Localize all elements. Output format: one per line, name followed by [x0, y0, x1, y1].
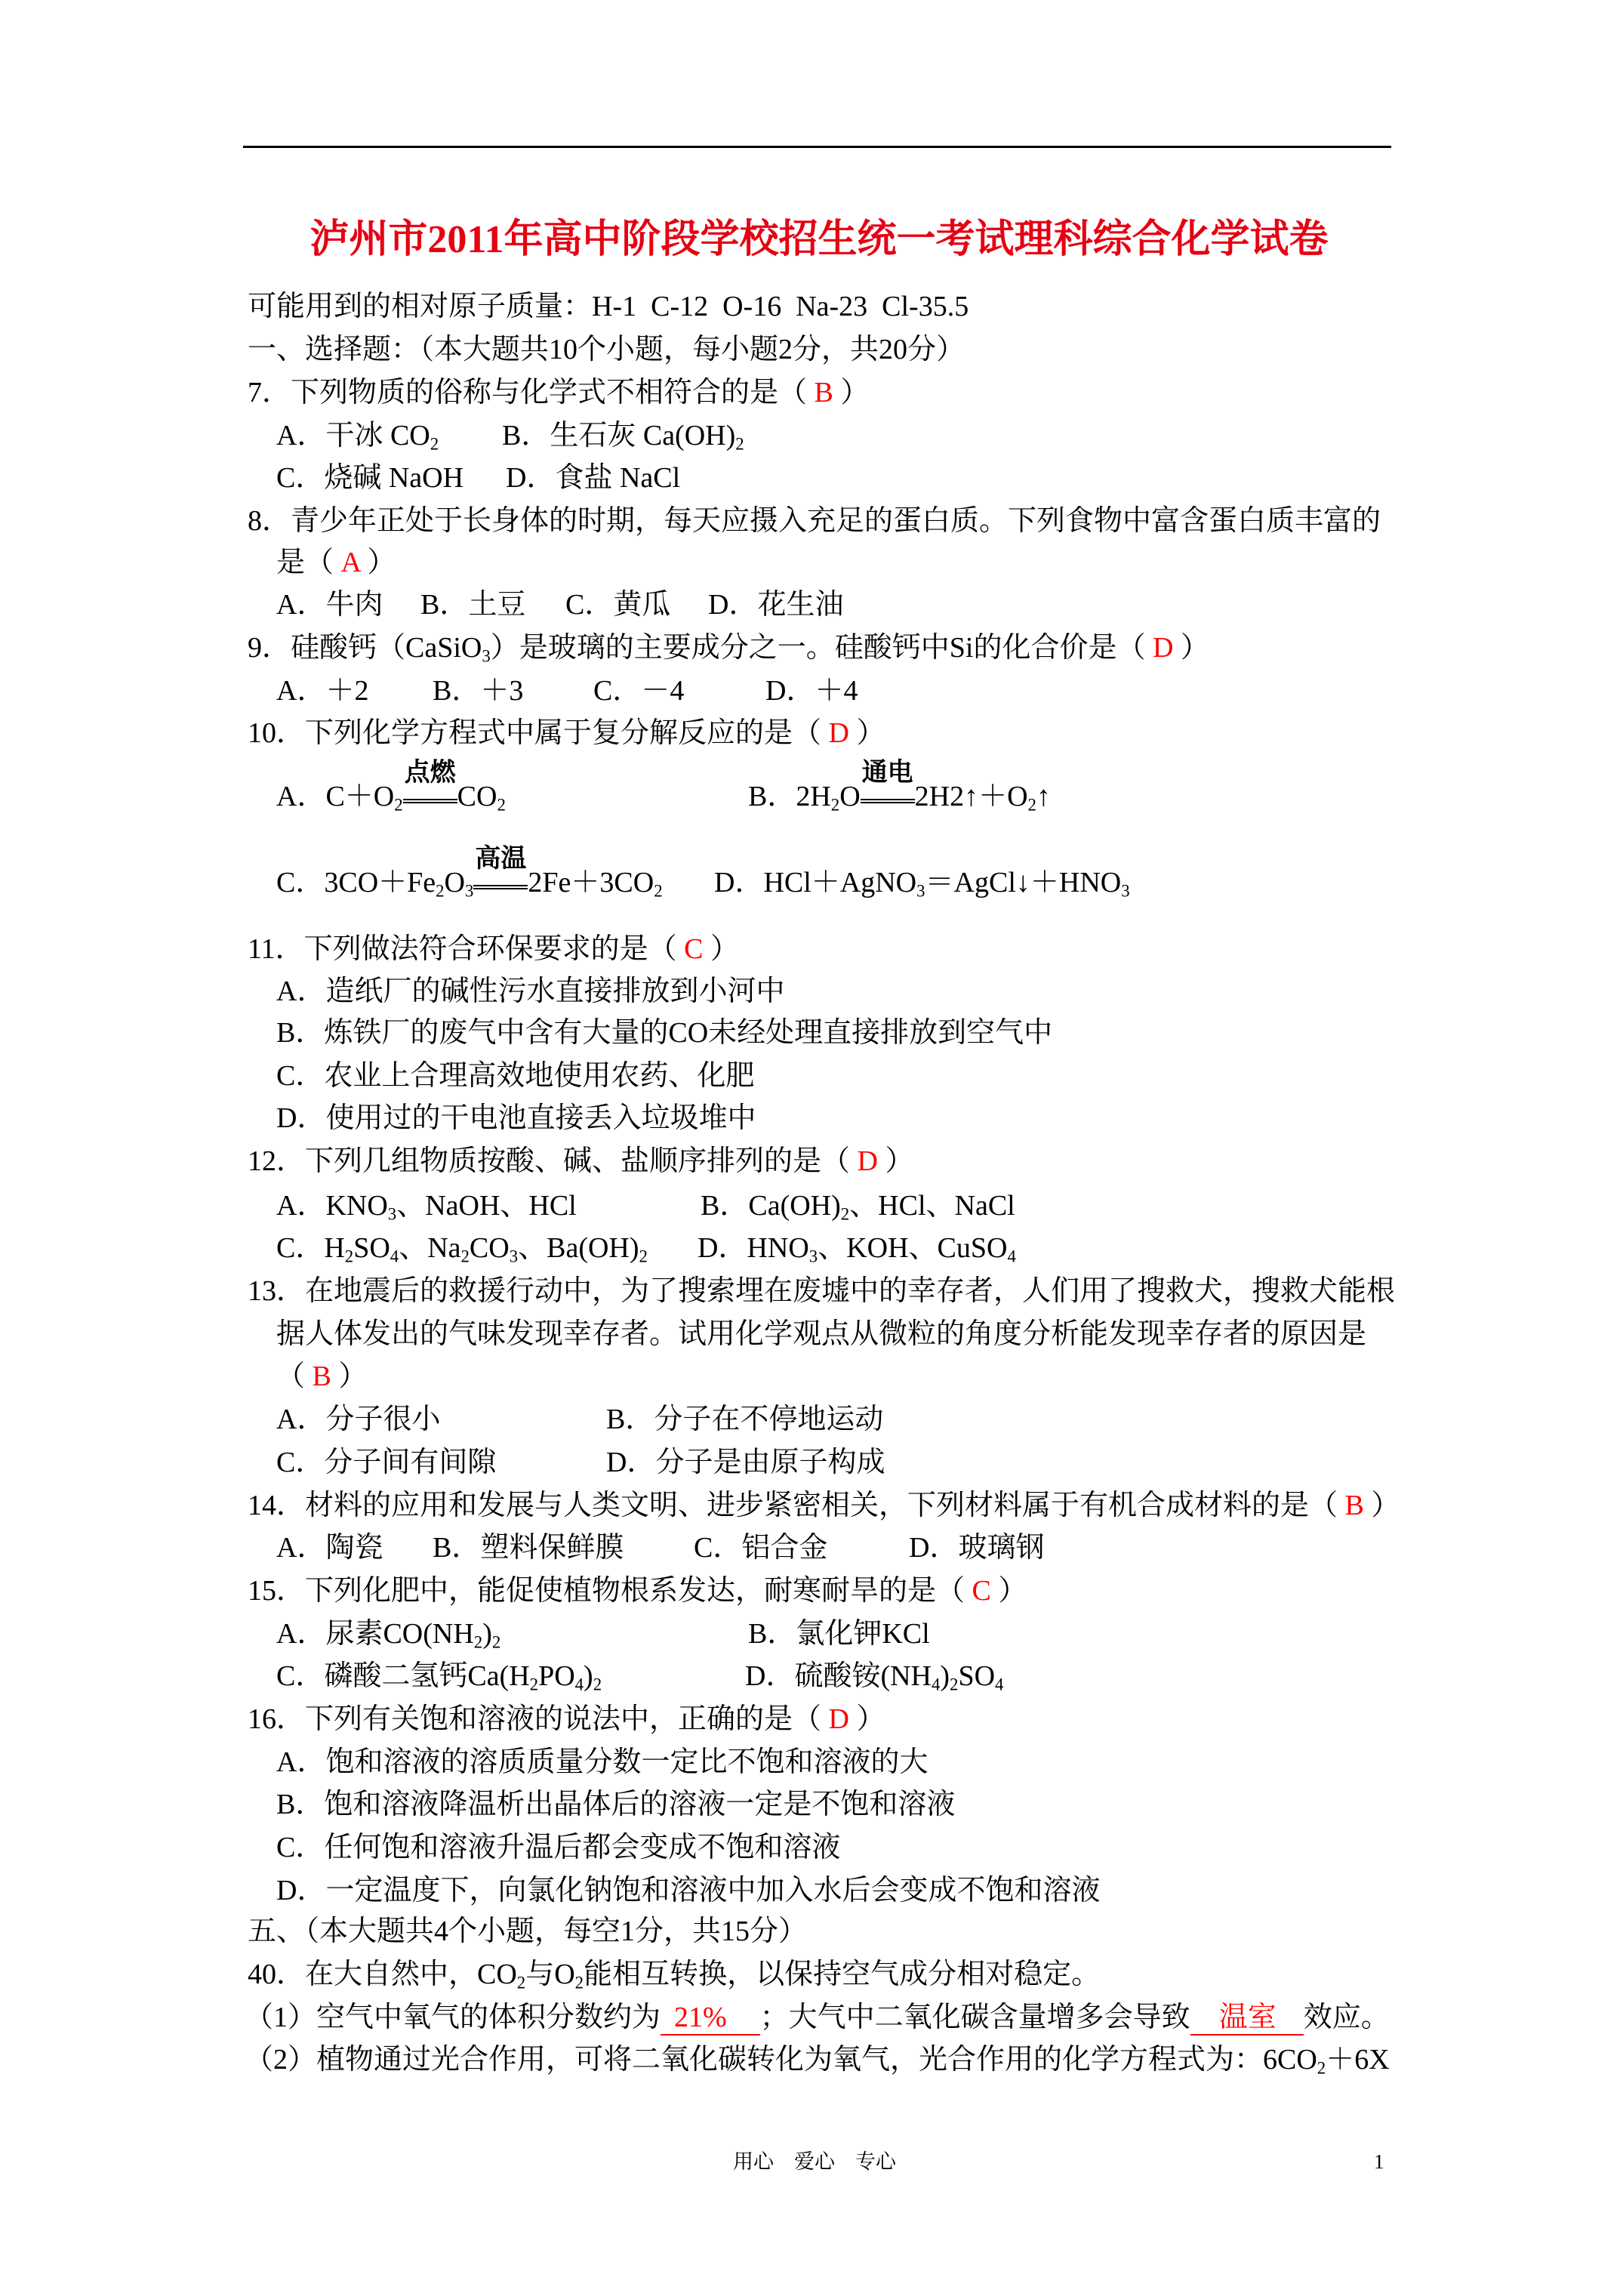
reaction-condition — [473, 845, 528, 904]
option-d — [745, 1655, 1003, 1697]
option-d: D．一定温度下，向氯化钠饱和溶液中加入水后会变成不饱和溶液 — [276, 1875, 1101, 1906]
formula-text: C．磷酸二氢钙Ca(H — [276, 1660, 530, 1692]
formula-text: A．KNO — [276, 1190, 388, 1222]
option-a — [276, 415, 439, 457]
formula-text: 与O — [525, 1959, 575, 1990]
stem-close: ） — [877, 1145, 914, 1177]
reaction-condition — [403, 759, 457, 818]
formula-text: 、NaOH、HCl — [396, 1190, 577, 1222]
subscript: 2 — [460, 1247, 470, 1266]
formula-text: 40．在大自然中，CO — [248, 1959, 517, 1990]
question-40-stem — [248, 1953, 1100, 1996]
option-c: C．铝合金 — [694, 1532, 828, 1564]
exam-title: 泸州市2011年高中阶段学校招生统一考试理科综合化学试卷 — [310, 218, 1329, 261]
stem-text: 7．下列物质的俗称与化学式不相符合的是（ — [248, 377, 815, 408]
question-14-stem — [248, 1484, 1400, 1527]
stem-text: 15．下列化肥中，能促使植物根系发达，耐寒耐旱的是（ — [248, 1575, 972, 1607]
question-16-stem — [248, 1698, 885, 1740]
question-12-options-row-2 — [0, 1227, 1623, 1269]
subscript: 3 — [482, 646, 491, 666]
formula-text: C．H — [276, 1232, 345, 1264]
formula-text: ) — [940, 1660, 950, 1692]
answer-mark: B — [312, 1361, 331, 1392]
option-c: C．分子间有间隙 — [276, 1447, 497, 1478]
question-7-options-row-2 — [0, 457, 1623, 499]
option-c: C．农业上合理高效地使用农药、化肥 — [276, 1060, 755, 1092]
condition-label: 高温 — [475, 845, 527, 873]
question-9-options-row — [0, 670, 1623, 712]
stem-close: ） — [1363, 1490, 1400, 1521]
answer-mark: A — [340, 547, 360, 578]
formula-text: SO — [353, 1232, 390, 1264]
stem-text: 14．材料的应用和发展与人类文明、进步紧密相关，下列材料属于有机合成材料的是（ — [248, 1490, 1345, 1521]
subscript: 3 — [916, 881, 925, 901]
stem-close: ） — [359, 547, 396, 578]
condition-label: 通电 — [861, 759, 913, 787]
option-c: C．黄瓜 — [565, 589, 671, 621]
formula-text: CO — [469, 1232, 510, 1264]
question-13-options-row-1 — [0, 1398, 1623, 1441]
subscript: 2 — [473, 1632, 483, 1652]
option-b: B．＋3 — [433, 675, 524, 707]
answer-mark: D — [857, 1145, 878, 1177]
question-11-stem — [248, 928, 739, 970]
option-d — [698, 1227, 1016, 1269]
formula-text: （2）植物通过光合作用，可将二氧化碳转化为氧气，光合作用的化学方程式为：6CO — [245, 2044, 1317, 2076]
option-b: B．饱和溶液降温析出晶体后的溶液一定是不饱和溶液 — [276, 1789, 956, 1820]
question-10-stem — [248, 712, 885, 754]
subscript: 3 — [387, 1204, 397, 1224]
formula-text: PO — [538, 1660, 575, 1692]
double-line-equals — [473, 885, 528, 889]
question-40-part-2 — [245, 2039, 1390, 2081]
question-8-options-row — [0, 584, 1623, 626]
subscript: 3 — [1121, 881, 1130, 901]
formula-text: ↑ — [1036, 781, 1051, 812]
question-13-stem: 13．在地震后的救援行动中，为了搜索埋在废墟中的幸存者，人们用了搜救犬，搜救犬能根 — [248, 1275, 1396, 1307]
subscript: 2 — [654, 881, 663, 901]
stem-close: ） — [848, 717, 885, 749]
answer-mark: C — [972, 1575, 991, 1607]
formula-text: B．2H — [748, 781, 831, 812]
stem-close: ） — [833, 377, 870, 408]
subscript: 3 — [465, 881, 474, 901]
formula-text: 能相互转换，以保持空气成分相对稳定。 — [584, 1959, 1101, 1990]
option-a-equation — [276, 759, 506, 818]
option-a: A．分子很小 — [276, 1404, 441, 1435]
stem-text: 9．硅酸钙（CaSiO — [248, 632, 482, 664]
formula-text: A．C＋O — [276, 781, 395, 812]
answer-mark: D — [828, 717, 849, 749]
subscript: 2 — [516, 1973, 526, 1992]
part-text: ；大气中二氧化碳含量增多会导致 — [759, 2002, 1190, 2033]
answer-mark: D — [828, 1703, 849, 1735]
question-8-stem: 8．青少年正处于长身体的时期，每天应摄入充足的蛋白质。下列食物中富含蛋白质丰富的 — [248, 505, 1381, 537]
stem-close: ） — [331, 1361, 368, 1392]
option-b: B．氯化钾KCl — [748, 1618, 930, 1650]
option-c-equation — [276, 845, 663, 904]
question-13-answer-line — [276, 1355, 367, 1398]
option-d-equation — [714, 861, 1130, 904]
formula-text: O — [444, 867, 465, 898]
formula-text: B．Ca(OH) — [701, 1190, 841, 1222]
formula-text: D．HNO — [698, 1232, 809, 1264]
subscript: 4 — [995, 1675, 1004, 1694]
option-a — [276, 1613, 500, 1655]
question-9-stem — [248, 627, 1209, 669]
option-b-equation — [748, 759, 1051, 818]
stem-text: 12．下列几组物质按酸、碱、盐顺序排列的是（ — [248, 1145, 858, 1177]
subscript: 2 — [491, 1632, 501, 1652]
stem-text: 11．下列做法符合环保要求的是（ — [248, 933, 685, 965]
option-d: D．分子是由原子构成 — [606, 1447, 885, 1478]
option-b: B．土豆 — [420, 589, 526, 621]
answer-mark: D — [1152, 632, 1174, 664]
atomic-masses-line: 可能用到的相对原子质量：H-1 C-12 O-16 Na-23 Cl-35.5 — [248, 291, 969, 322]
stem-close: ） — [703, 933, 739, 965]
question-40-part-1 — [245, 1996, 1390, 2039]
formula-text: D．硫酸铵(NH — [745, 1660, 932, 1692]
option-c: C．－4 — [593, 675, 685, 707]
formula-text: ) — [584, 1660, 593, 1692]
answer-mark: B — [1344, 1490, 1364, 1521]
condition-label: 点燃 — [404, 759, 456, 787]
subscript: 2 — [593, 1675, 602, 1694]
question-7-options-row-1 — [0, 415, 1623, 457]
subscript: 2 — [344, 1247, 354, 1266]
section-one-heading: 一、选择题：（本大题共10个小题，每小题2分，共20分） — [248, 334, 965, 365]
question-10-options-row-1 — [0, 759, 1623, 818]
formula-text: SO — [958, 1660, 996, 1692]
stem-close: ） — [1173, 632, 1209, 664]
subscript: 2 — [639, 1247, 648, 1266]
stem-open: （ — [276, 1361, 313, 1392]
option-a: A．牛肉 — [276, 589, 383, 621]
formula-text: 、Ba(OH) — [518, 1232, 639, 1264]
reaction-condition — [861, 759, 915, 818]
formula-text: 2Fe＋3CO — [528, 867, 654, 898]
question-8-stem-continued — [276, 541, 396, 584]
option-c — [276, 1655, 602, 1697]
formula-text: A．尿素CO(NH — [276, 1618, 474, 1650]
option-c: C．任何饱和溶液升温后都会变成不饱和溶液 — [276, 1832, 841, 1863]
option-b: B．炼铁厂的废气中含有大量的CO未经处理直接排放到空气中 — [276, 1017, 1053, 1049]
part-text: （1）空气中氧气的体积分数约为 — [245, 2002, 661, 2033]
section-five-heading: 五、（本大题共4个小题，每空1分，共15分） — [248, 1915, 808, 1947]
question-15-options-row-2 — [0, 1655, 1623, 1697]
question-13-options-row-2 — [0, 1441, 1623, 1484]
option-a: A．陶瓷 — [276, 1532, 383, 1564]
formula-text: 、Na — [399, 1232, 461, 1264]
subscript: 4 — [1007, 1247, 1016, 1266]
formula-text: D．HCl＋AgNO — [714, 867, 917, 898]
option-b — [701, 1185, 1015, 1227]
subscript: 4 — [390, 1247, 399, 1266]
subscript: 2 — [1317, 2058, 1326, 2078]
option-b — [502, 415, 744, 457]
subscript: 2 — [950, 1675, 959, 1694]
double-line-equals — [861, 799, 915, 803]
stem-close: ） — [848, 1703, 885, 1735]
double-line-equals — [403, 799, 457, 803]
subscript: 2 — [394, 795, 403, 815]
question-7-stem — [248, 371, 869, 414]
option-b: B．塑料保鲜膜 — [433, 1532, 624, 1564]
option-a: A．饱和溶液的溶质质量分数一定比不饱和溶液的大 — [276, 1746, 929, 1778]
footer-motto: 用心 爱心 专心 — [733, 2150, 896, 2173]
subscript: 2 — [430, 434, 439, 454]
option-c — [276, 1227, 648, 1269]
question-15-stem — [248, 1570, 1027, 1612]
question-12-options-row-1 — [0, 1185, 1623, 1227]
formula-text: ＋6X — [1326, 2044, 1390, 2076]
stem-text: 16．下列有关饱和溶液的说法中，正确的是（ — [248, 1703, 829, 1735]
answer-mark: C — [684, 933, 704, 965]
formula-text: ) — [482, 1618, 492, 1650]
formula-text: 2H2↑＋O — [914, 781, 1028, 812]
header-rule — [243, 146, 1391, 148]
subscript: 2 — [574, 1973, 584, 1992]
formula-text: CO — [457, 781, 497, 812]
stem-text: ）是玻璃的主要成分之一。硅酸钙中Si的化合价是（ — [490, 632, 1153, 664]
option-d: D．＋4 — [765, 675, 858, 707]
formula-text: 、KOH、CuSO — [818, 1232, 1008, 1264]
stem-text: 10．下列化学方程式中属于复分解反应的是（ — [248, 717, 829, 749]
option-d: D．食盐 NaCl — [506, 462, 681, 494]
stem-text: 是（ — [276, 547, 341, 578]
option-d: D．玻璃钢 — [909, 1532, 1045, 1564]
subscript: 2 — [436, 881, 445, 901]
subscript: 2 — [1027, 795, 1036, 815]
subscript: 2 — [830, 795, 840, 815]
stem-close: ） — [990, 1575, 1027, 1607]
option-d: D．使用过的干电池直接丢入垃圾堆中 — [276, 1102, 756, 1134]
formula-text: O — [839, 781, 861, 812]
subscript: 4 — [574, 1675, 584, 1694]
page-number: 1 — [1374, 2150, 1384, 2173]
option-d: D．花生油 — [708, 589, 844, 621]
question-10-options-row-2 — [0, 845, 1623, 904]
formula-text: C．3CO＋Fe — [276, 867, 436, 898]
formula-text: B．生石灰 Ca(OH) — [502, 420, 736, 451]
subscript: 4 — [931, 1675, 941, 1694]
question-12-stem — [248, 1140, 913, 1182]
question-14-options-row — [0, 1527, 1623, 1569]
formula-text: A．干冰 CO — [276, 420, 430, 451]
subscript: 2 — [529, 1675, 539, 1694]
subscript: 2 — [497, 795, 506, 815]
option-b: B．分子在不停地运动 — [606, 1404, 884, 1435]
part-text: 效应。 — [1303, 2002, 1390, 2033]
subscript: 3 — [509, 1247, 519, 1266]
answer-blank: 21% — [661, 2001, 760, 2036]
answer-mark: B — [814, 377, 833, 408]
answer-blank: 温室 — [1190, 2001, 1304, 2036]
subscript: 3 — [808, 1247, 818, 1266]
formula-text: ＝AgCl↓＋HNO — [925, 867, 1122, 898]
question-15-options-row-1 — [0, 1613, 1623, 1655]
option-a: A．造纸厂的碱性污水直接排放到小河中 — [276, 975, 785, 1007]
option-a — [276, 1185, 577, 1227]
option-c: C．烧碱 NaOH — [276, 462, 464, 494]
formula-text: 、HCl、NaCl — [849, 1190, 1015, 1222]
option-a: A．＋2 — [276, 675, 369, 707]
subscript: 2 — [735, 434, 744, 454]
question-13-stem-continued: 据人体发出的气味发现幸存者。试用化学观点从微粒的角度分析能发现幸存者的原因是 — [276, 1318, 1367, 1350]
subscript: 2 — [840, 1204, 850, 1224]
